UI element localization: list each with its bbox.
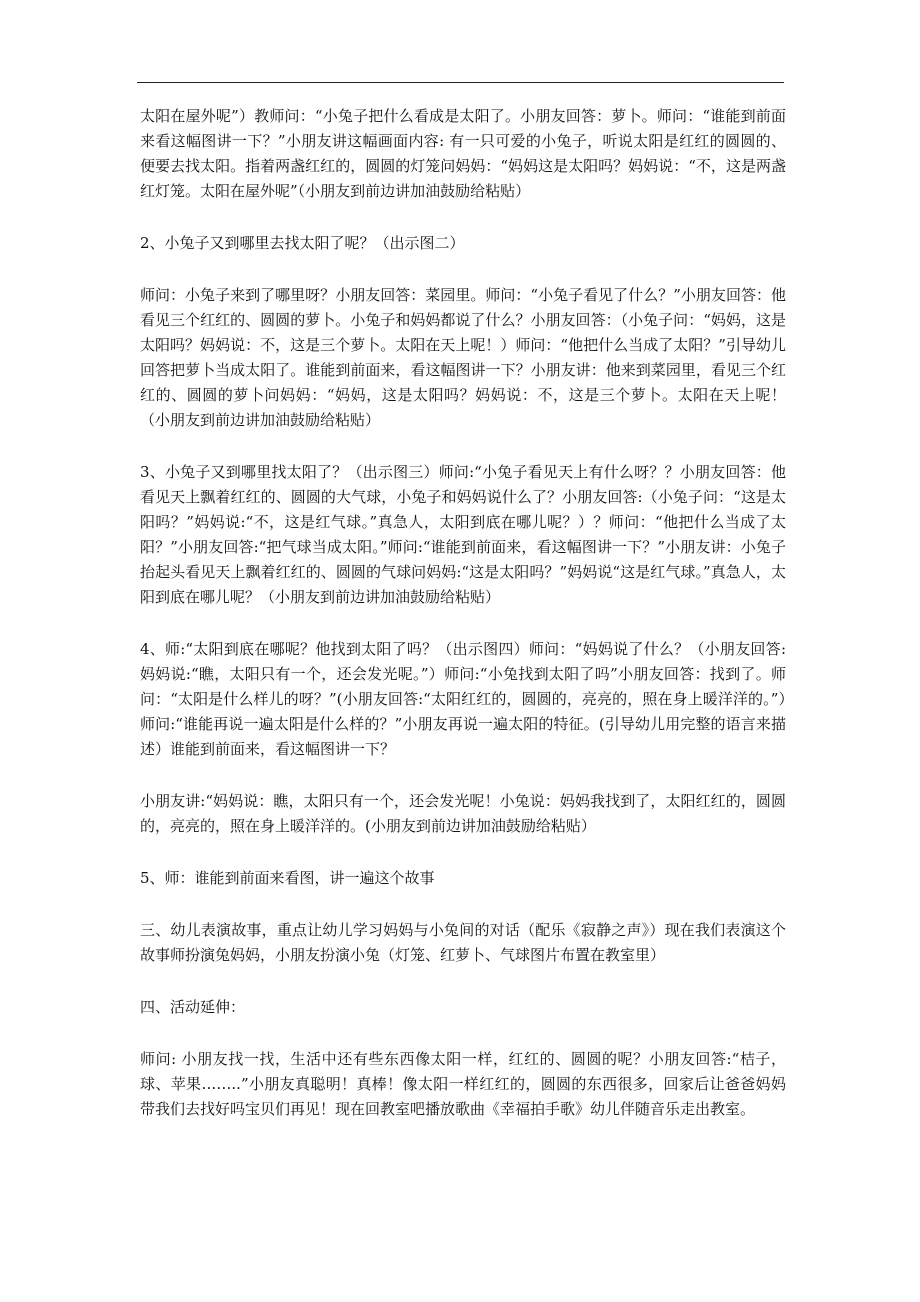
paragraph-extension: 师问: 小朋友找一找，生活中还有些东西像太阳一样，红红的、圆圆的呢？小朋友回答:“桔子，球、苹果……..”小朋友真聪明！真棒！像太阳一样红红的，圆圆的东西很多，回家后让爸爸妈妈带我们去找好吗宝贝们再见！现在回教室吧播放歌曲《幸福拍手歌》幼儿伴随音乐走出教室。 bbox=[140, 1050, 786, 1118]
paragraph-sun-found: 4、师:“太阳到底在哪呢？他找到太阳了吗？（出示图四）师问：“妈妈说了什么？（小朋友回答:妈妈说:“瞧，太阳只有一个，还会发光呢。”）师问:“小兔找到太阳了吗”小朋友回答：找到了。师问：“太阳是什么样儿的呀？”(小朋友回答:“太阳红红的，圆圆的，亮亮的，照在身上暖洋洋的。”）师问:“谁能再说一遍太阳是什么样的？”小朋友再说一遍太阳的特征。(引导幼儿用完整的语言来描述）谁能到前面来，看这幅图讲一下？ bbox=[140, 640, 786, 758]
paragraph-child-retell: 小朋友讲:“妈妈说：瞧，太阳只有一个，还会发光呢！小兔说：妈妈我找到了，太阳红红的，圆圆的，亮亮的，照在身上暖洋洋的。(小朋友到前边讲加油鼓励给粘贴） bbox=[140, 792, 786, 835]
section-heading-extension: 四、活动延伸： bbox=[140, 998, 246, 1016]
paragraph-balloon: 3、小兔子又到哪里找太阳了？（出示图三）师问:“小兔子看见天上有什么呀？？小朋友回答：他看见天上飘着红红的、圆圆的大气球，小兔子和妈妈说什么了？小朋友回答:（小兔子问：“这是太阳吗？”妈妈说:“不，这是红气球。”真急人，太阳到底在哪儿呢？）？师问：“他把什么当成了太阳？”小朋友回答:“把气球当成太阳。”师问:“谁能到前面来，看这幅图讲一下？”小朋友讲：小兔子抬起头看见天上飘着红红的、圆圆的气球问妈妈:“这是太阳吗？”妈妈说“这是红气球。”真急人，太阳到底在哪儿呢？（小朋友到前边讲加油鼓励给粘贴） bbox=[140, 463, 786, 606]
header-rule bbox=[137, 82, 784, 83]
section-heading-2: 2、小兔子又到哪里去找太阳了呢？（出示图二） bbox=[140, 234, 465, 252]
section-heading-5: 5、师：谁能到前面来看图，讲一遍这个故事 bbox=[140, 869, 435, 887]
paragraph-performance: 三、幼儿表演故事，重点让幼儿学习妈妈与小兔间的对话（配乐《寂静之声》）现在我们表演这个故事师扮演兔妈妈，小朋友扮演小兔（灯笼、红萝卜、气球图片布置在教室里） bbox=[140, 921, 786, 964]
paragraph-intro-continuation: 太阳在屋外呢”）教师问：“小兔子把什么看成是太阳了。小朋友回答：萝卜。师问：“谁能到前面来看这幅图讲一下？”小朋友讲这幅画面内容: 有一只可爱的小兔子，听说太阳是红红的圆圆的、便要去找太阳。指着两盏红红的，圆圆的灯笼问妈妈：“妈妈这是太阳吗？妈妈说：“不，这是两盏红灯笼。太阳在屋外呢”（小朋友到前边讲加油鼓励给粘贴） bbox=[140, 107, 786, 200]
paragraph-garden: 师问：小兔子来到了哪里呀？小朋友回答：菜园里。师问：“小兔子看见了什么？”小朋友回答：他看见三个红红的、圆圆的萝卜。小兔子和妈妈都说了什么？小朋友回答：（小兔子问：“妈妈，这是太阳吗？妈妈说：不，这是三个萝卜。太阳在天上呢！）师问：“他把什么当成了太阳？”引导幼儿回答把萝卜当成太阳了。谁能到前面来，看这幅图讲一下？小朋友讲：他来到菜园里，看见三个红红的、圆圆的萝卜问妈妈：“妈妈，这是太阳吗？妈妈说：不，这是三个萝卜。太阳在天上呢！（小朋友到前边讲加油鼓励给粘贴） bbox=[140, 286, 786, 429]
document-body bbox=[140, 104, 786, 1149]
